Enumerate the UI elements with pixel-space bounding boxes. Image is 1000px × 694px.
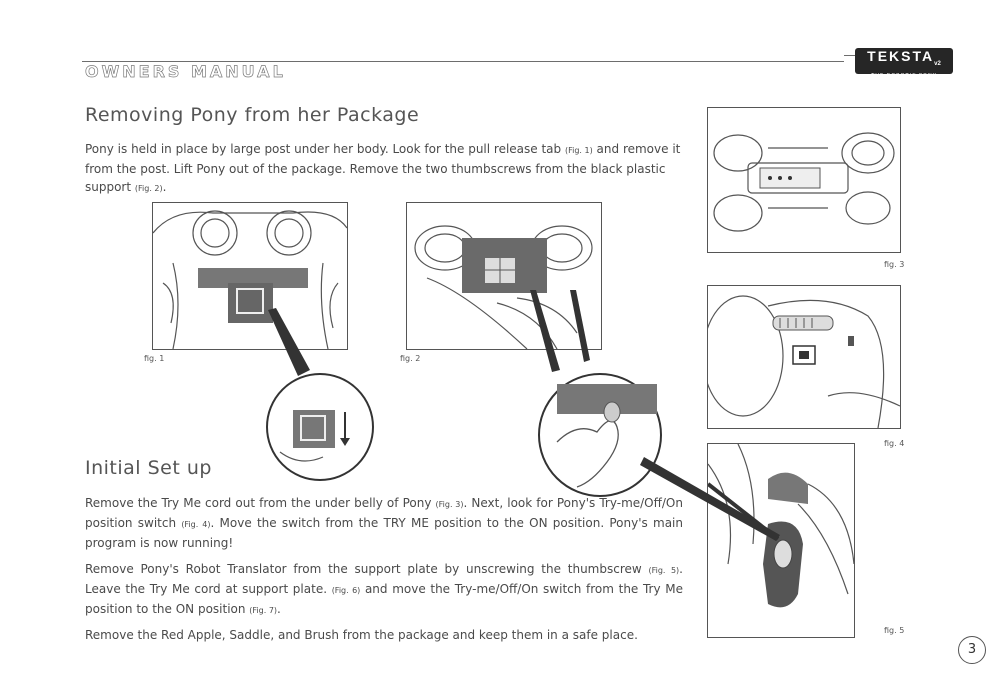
paragraph-text: . Next, look for Pony's Try-me/Off/On position switch — [85, 496, 683, 530]
fig-3-illustration — [707, 107, 901, 253]
paragraph-text: . — [162, 180, 167, 194]
fig-4-illustration — [707, 285, 901, 429]
paragraph-text: . — [277, 602, 281, 616]
section-title-removing: Removing Pony from her Package — [85, 104, 420, 126]
setup-paragraph-2 — [85, 560, 683, 620]
manual-label: OWNERS MANUAL — [85, 62, 286, 81]
figure-reference: (Fig. 5) — [648, 566, 680, 575]
paragraph-text: Remove the Try Me cord out from the under belly of Pony — [85, 496, 436, 510]
fig-2-label: fig. 2 — [400, 354, 421, 363]
figure-reference: (Fig. 1) — [564, 146, 593, 155]
figure-reference: (Fig. 7) — [249, 606, 278, 615]
fig-4-label: fig. 4 — [884, 439, 905, 448]
page-number: 3 — [958, 636, 986, 664]
removing-paragraph — [85, 140, 685, 198]
fig-1-label: fig. 1 — [144, 354, 165, 363]
fig-1-zoom-circle — [265, 372, 375, 482]
section-title-initial-setup: Initial Set up — [85, 457, 212, 479]
paragraph-text: . Leave the Try Me cord at support plate. — [85, 562, 683, 596]
setup-paragraph-1 — [85, 494, 683, 552]
figure-reference: (Fig. 6) — [331, 586, 361, 595]
fig-5-label: fig. 5 — [884, 626, 905, 635]
paragraph-text: and move the Try-me/Off/On switch from the Try Me position to the ON position — [85, 582, 683, 616]
fig-3-label: fig. 3 — [884, 260, 905, 269]
figure-reference: (Fig. 3) — [435, 500, 464, 509]
paragraph-text: . Move the switch from the TRY ME position to the ON position. Pony's main program is now running! — [85, 516, 683, 550]
paragraph-text: Pony is held in place by large post under her body. Look for the pull release tab — [85, 142, 565, 156]
setup-paragraph-3: Remove the Red Apple, Saddle, and Brush from the package and keep them in a safe place. — [85, 628, 638, 642]
figure-reference: (Fig. 4) — [181, 520, 211, 529]
paragraph-text: Remove Pony's Robot Translator from the support plate by unscrewing the thumbscrew — [85, 562, 649, 576]
teksta-logo: $TEKSTA_{v2}$ THE ROBOTIC PONY — [855, 48, 953, 74]
paragraph-text: and remove it from the post. Lift Pony out of the package. Remove the two thumbscrews from the black plastic support — [85, 142, 681, 194]
figure-reference: (Fig. 2) — [134, 184, 163, 193]
